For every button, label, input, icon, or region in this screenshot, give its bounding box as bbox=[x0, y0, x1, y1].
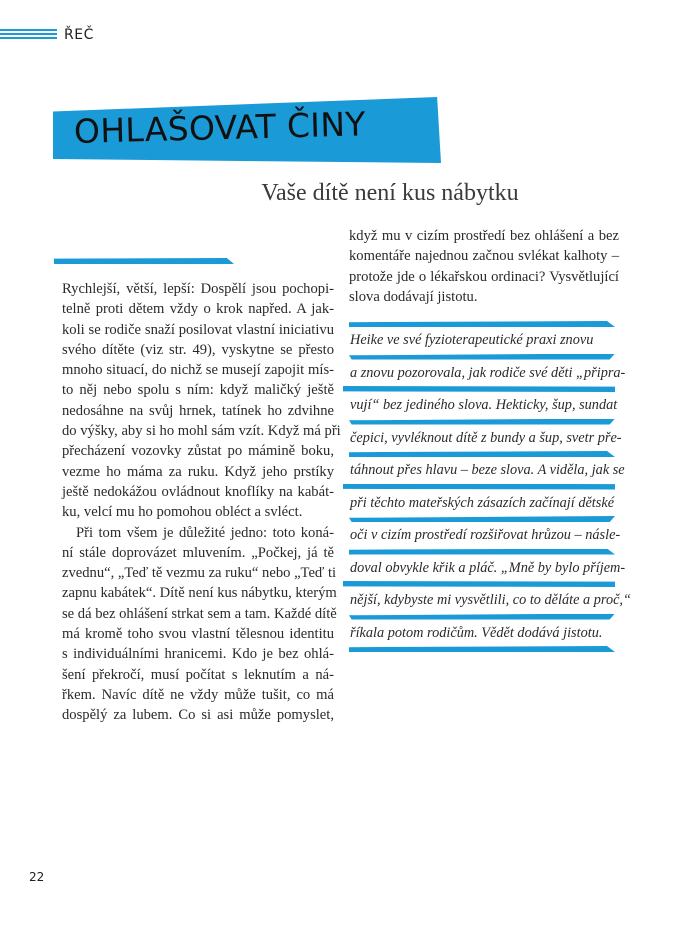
right-column bbox=[349, 226, 619, 307]
quote-stripe bbox=[349, 419, 615, 425]
text-line: protože jde o lékařskou ordinaci? Vysvětlující bbox=[349, 268, 619, 285]
text-line: telně proti dětem vždy o krok napřed. A jak- bbox=[62, 301, 334, 318]
page-number: 22 bbox=[29, 870, 45, 884]
text-line: řkem. Navíc dítě ne vždy může tušit, co má bbox=[62, 686, 334, 703]
text-line: vezme ho máma za ruku. Když jeho prstíky bbox=[62, 463, 334, 480]
quote-line: nější, kdybyste mi vysvětlili, co to děláte a proč,“ bbox=[350, 592, 631, 608]
text-line: ku, velcí mu ho pomohou obléct a svléct. bbox=[62, 504, 303, 521]
quote-stripe bbox=[349, 451, 615, 457]
quote-stripe bbox=[343, 386, 615, 392]
stripe bbox=[0, 29, 57, 31]
stripe bbox=[0, 37, 57, 39]
text-line: přecházení vozovky zůstat po mámině boku, bbox=[62, 443, 334, 460]
text-line: když mu v cizím prostředí bez ohlášení a bez bbox=[349, 228, 619, 244]
quote-stripe bbox=[349, 321, 615, 327]
quote-line: oči v cizím prostředí rozšiřovat hrůzou – násle- bbox=[350, 527, 621, 543]
text-line: Při tom všem je důležité jedno: toto koná- bbox=[76, 524, 334, 541]
quote-line: táhnout přes hlavu – beze slova. A viděla, jak se bbox=[350, 462, 625, 478]
text-line: Rychlejší, větší, lepší: Dospělí jsou pochopi- bbox=[62, 281, 334, 297]
text-line: ní stále doprovázet mluvením. „Počkej, já tě bbox=[62, 544, 334, 561]
text-line: s individuálními hranicemi. Kdo je bez ohlá- bbox=[62, 646, 334, 663]
text-line: do výšky, aby si ho mohl sám vzít. Když má při bbox=[62, 423, 341, 440]
quote-stripe bbox=[349, 614, 615, 620]
text-line: nedosáhne na svůj hrnek, tatínek ho zdvihne bbox=[62, 402, 334, 419]
column-stripe-decoration bbox=[54, 258, 234, 264]
section-label: ŘEČ bbox=[64, 27, 94, 43]
text-line: má kromě toho svou vlastní tělesnou identitu bbox=[62, 626, 334, 643]
text-line: komentáře najednou začnou svlékat kalhoty – bbox=[349, 248, 619, 265]
header-stripes-decoration bbox=[0, 29, 57, 41]
left-column bbox=[62, 279, 341, 726]
quote-stripe bbox=[349, 646, 615, 652]
stripe bbox=[0, 33, 57, 35]
quote-line: říkala potom rodičům. Vědět dodává jistotu. bbox=[350, 624, 603, 641]
text-line: zvednu“, „Teď tě vezmu za ruku“ nebo „Teď ti bbox=[62, 565, 337, 582]
quote-stripe bbox=[343, 484, 615, 490]
article-subtitle: Vaše dítě není kus nábytku bbox=[261, 180, 519, 206]
quote-line: vují“ bez jediného slova. Hekticky, šup, sundat bbox=[350, 397, 618, 413]
quote-stripe bbox=[349, 516, 615, 522]
quote-line: doval obvykle křik a pláč. „Mně by bylo příjem- bbox=[350, 559, 626, 576]
text-line: šení překročí, musí počítat s leknutím a ná- bbox=[62, 666, 334, 683]
article-title: OHLAŠOVAT ČINY bbox=[73, 104, 367, 151]
quote-line: Heike ve své fyzioterapeutické praxi znovu bbox=[350, 332, 594, 348]
text-line: se dá bez ohlášení strkat sem a tam. Každé dítě bbox=[62, 605, 337, 622]
text-line: ještě nedokážou ovládnout knoflíky na kabát- bbox=[62, 483, 334, 500]
quote-line: při těchto mateřských zásazích začínají dětské bbox=[350, 494, 615, 511]
text-line: to něj nebo spolu s ním: když maličký ještě bbox=[62, 382, 334, 399]
text-line: svého dítěte (viz str. 49), vyskytne se přesto bbox=[62, 341, 334, 358]
quote-line: a znovu pozorovala, jak rodiče své děti „připra- bbox=[350, 364, 626, 381]
quote-line: čepici, vyvléknout dítě z bundy a šup, svetr pře- bbox=[350, 429, 622, 446]
quote-stripe bbox=[349, 549, 615, 555]
quote-box bbox=[345, 321, 631, 652]
text-line: zapnu kabátek“. Dítě není kus nábytku, kterým bbox=[62, 585, 337, 602]
text-line: koli se rodiče snaží posilovat vlastní iniciativu bbox=[62, 321, 334, 338]
quote-stripe bbox=[349, 354, 615, 360]
text-line: dospělý za lubem. Co si asi může pomyslet, bbox=[62, 707, 334, 724]
text-line: slova dodávají jistotu. bbox=[349, 288, 478, 305]
quote-stripe bbox=[343, 581, 615, 587]
text-line: mnoho situací, do nichž se musejí zapojit mís- bbox=[62, 362, 334, 379]
